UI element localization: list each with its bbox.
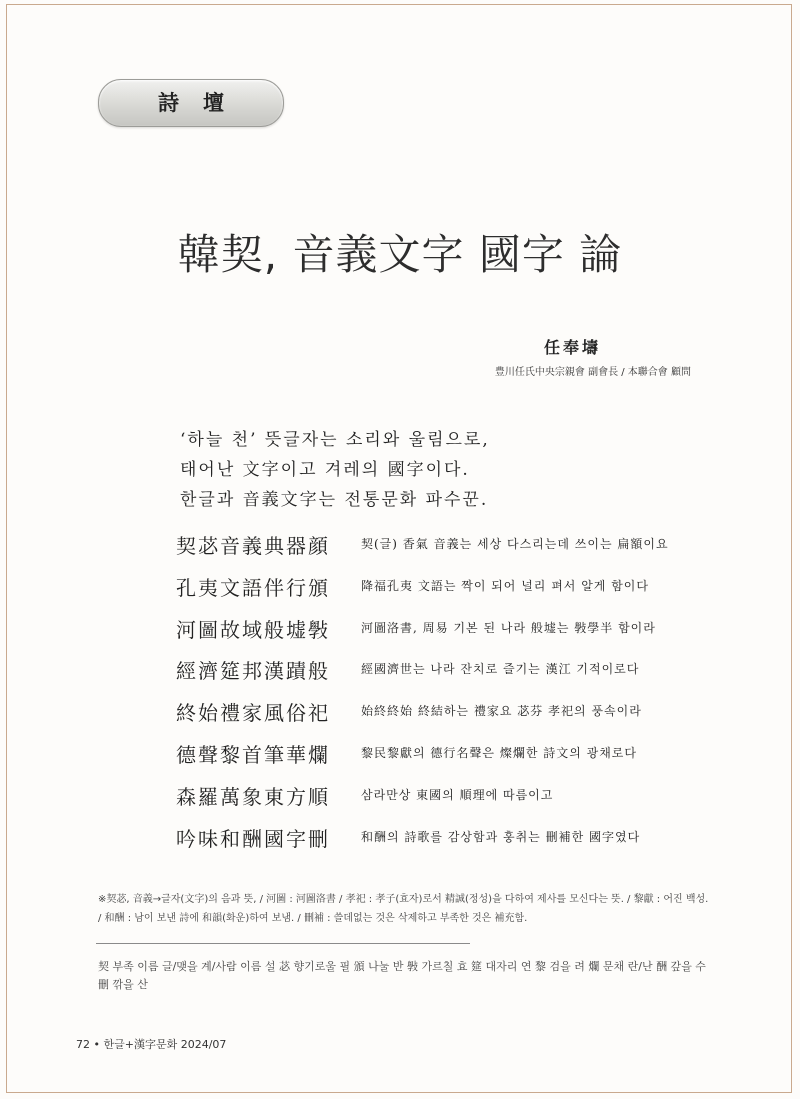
verse-row [176,614,736,656]
section-tab [98,79,284,127]
verse-hanja: 德聲黎首筆華爛 [176,742,330,767]
annotation-note: ※契苾, 音義→글자(文字)의 음과 뜻, / 河圖 : 河圖洛書 / 孝祀 : 孝子(효자)로서 精誠(정성)을 다하여 제사를 모신다는 뜻. / 黎獻 : 어진 백성. / 和酬 : 남이 보낸 詩에 和韻(화운)하여 보냄. / 刪補 : 쓸데없는 것은 삭제하고 부족한 것은 補充함. [98,894,709,924]
verse-gloss: 降福孔夷 文語는 짝이 되어 널리 펴서 알게 함이다 [361,578,649,593]
verse-gloss: 삼라만상 東國의 順理에 따름이고 [361,787,554,802]
verse-gloss: 黎民黎獻의 德行名聲은 燦爛한 詩文의 광채로다 [361,745,637,760]
verse-hanja: 經濟筵邦漢蹟般 [176,659,330,684]
page-footer: 72 • 한글+漢字문화 2024/07 [76,1038,227,1051]
verse-hanja: 河圖故域般墟斅 [176,617,330,642]
intro-verse [180,425,700,515]
verse-gloss: 和酬의 詩歌를 감상함과 훙취는 刪補한 國字였다 [361,829,641,844]
verse-hanja: 契苾音義典器顔 [176,534,330,558]
intro-line: 태어난 文字이고 겨레의 國字이다. [180,460,470,480]
intro-line: ‘하늘 천’ 뜻글자는 소리와 울림으로, [180,430,490,450]
verse-hanja: 森羅萬象東方順 [176,784,330,809]
author-affiliation: 豊川任氏中央宗親會 副會長 / 本聯合會 顧問 [494,367,691,378]
verse-row [176,781,736,823]
verse-row [176,697,736,739]
verse-row [176,823,736,865]
author-name: 任奉壔 [543,338,601,357]
verse-row [176,530,736,572]
divider [96,943,470,944]
verse-row [176,655,736,697]
verse-row [176,739,736,781]
verse-row [176,572,736,614]
verse-hanja: 終始禮家風俗祀 [176,701,330,726]
verse-gloss: 經國濟世는 나라 잔치로 즐기는 漢江 기적이로다 [361,662,640,677]
verse-hanja: 吟味和酬國字刪 [176,826,330,851]
verse-gloss: 始終終始 終結하는 禮家요 苾芬 孝祀의 풍속이라 [361,704,642,719]
verse-hanja: 孔夷文語伴行頒 [176,575,330,600]
intro-line: 한글과 音義文字는 전통문화 파수꾼. [180,490,489,510]
glossary: 契 부족 이름 글/맺을 계/사람 이름 설 苾 향기로울 필 頒 나눌 반 斅 가르칠 효 筵 대자리 연 黎 검을 려 爛 문채 란/난 酬 갚을 수 刪 깎을 산 [98,960,706,991]
verse-gloss: 契(글) 香氣 音義는 세상 다스리는데 쓰이는 扁額이요 [361,537,669,551]
verse-gloss: 河圖洛書, 周易 기본 된 나라 般墟는 斅學半 함이라 [361,620,656,635]
section-label: 詩壇 [158,91,248,115]
verse-list [176,530,736,864]
poem-title: 韓契, 音義文字 國字 論 [177,230,623,279]
